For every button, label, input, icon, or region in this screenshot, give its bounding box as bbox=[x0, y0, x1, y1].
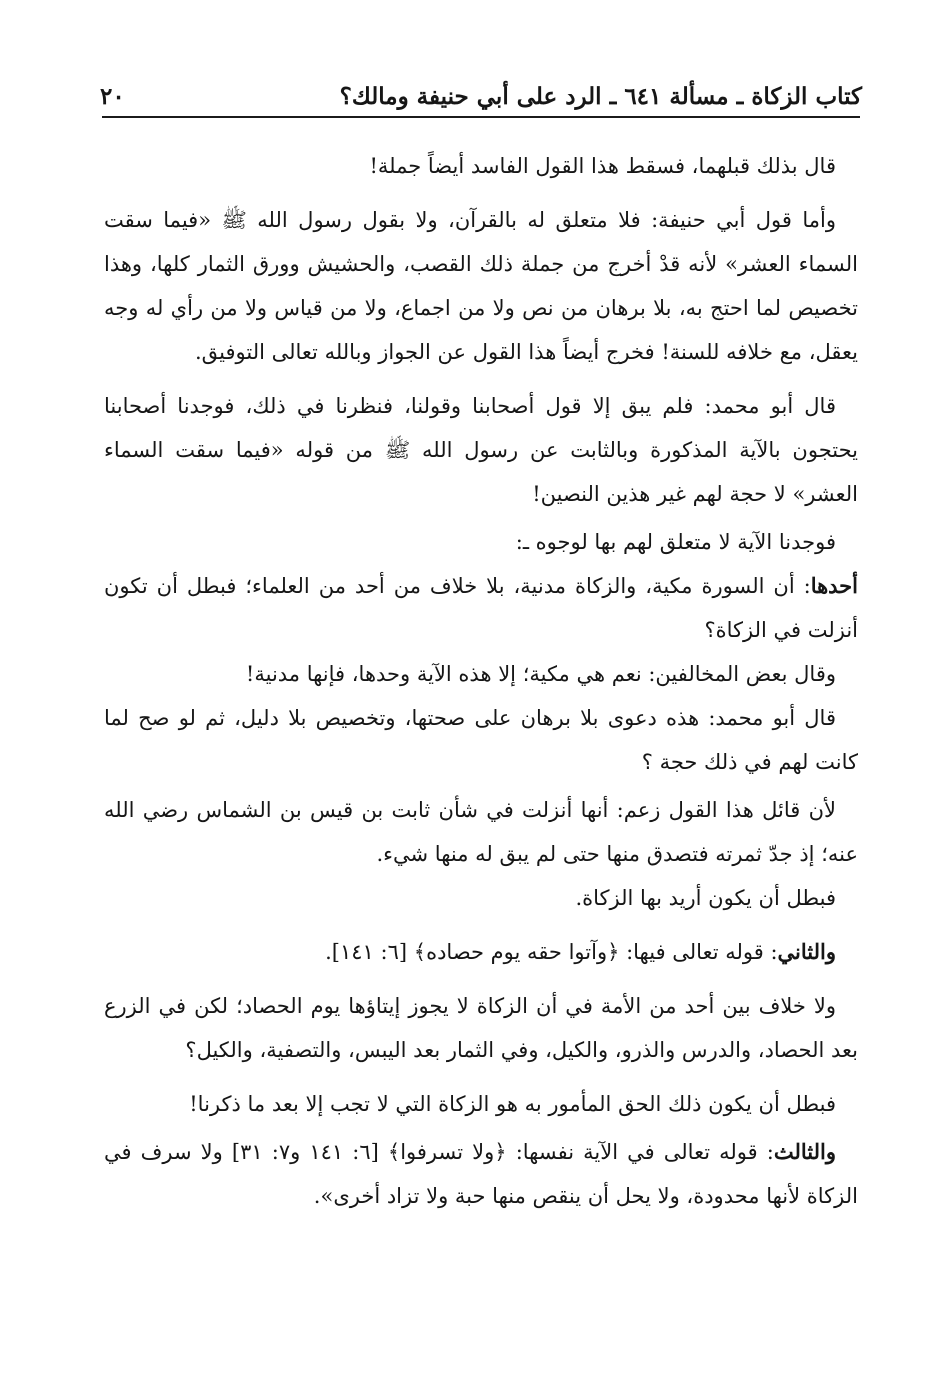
page-number: ٢٠ bbox=[100, 83, 125, 110]
running-title: كتاب الزكاة ـ مسألة ٦٤١ ـ الرد على أبي حنيفة ومالك؟ bbox=[339, 83, 862, 110]
page-header bbox=[100, 66, 862, 110]
paragraph bbox=[104, 930, 858, 974]
paragraph-lead: والثالث bbox=[773, 1139, 836, 1164]
paragraph-text: : أن السورة مكية، والزكاة مدنية، بلا خلاف من أحد من العلماء؛ فبطل أن تكون أنزلت في الزكاة؟ bbox=[104, 574, 858, 642]
paragraph: قال أبو محمد: هذه دعوى بلا برهان على صحتها، وتخصيص بلا دليل، ثم لو صح لما كانت لهم في ذلك حجة ؟ bbox=[104, 706, 858, 774]
paragraph-lead: والثاني bbox=[777, 939, 836, 964]
paragraph bbox=[104, 1130, 858, 1218]
paragraph: فوجدنا الآية لا متعلق لهم بها لوجوه ـ: bbox=[515, 530, 836, 554]
paragraph-lead: أحدها bbox=[810, 573, 858, 598]
header-rule bbox=[102, 116, 860, 118]
paragraph: لأن قائل هذا القول زعم: أنها أنزلت في شأن ثابت بن قيس بن الشماس رضي الله عنه؛ إذ جدّ ثمرته فتصدق منها حتى لم يبق له منها شيء. bbox=[104, 798, 858, 866]
paragraph-text: : قوله تعالى في الآية نفسها: ﴿ولا تسرفوا﴾ [٦: ١٤١ و٧: ٣١] ولا سرف في الزكاة لأنها محدودة، ولا يحل أن ينقص منها حبة ولا تزاد أخرى». bbox=[104, 1140, 858, 1208]
paragraph: ولا خلاف بين أحد من الأمة في أن الزكاة لا يجوز إيتاؤها يوم الحصاد؛ لكن في الزرع بعد الحصاد، والدرس والذرو، والكيل، وفي الثمار بعد اليبس، والتصفية، والكيل؟ bbox=[104, 994, 858, 1062]
paragraph: فبطل أن يكون أريد بها الزكاة. bbox=[575, 886, 836, 910]
paragraph bbox=[104, 564, 858, 652]
paragraph: فبطل أن يكون ذلك الحق المأمور به هو الزكاة التي لا تجب إلا بعد ما ذكرنا! bbox=[189, 1092, 836, 1116]
paragraph: قال أبو محمد: فلم يبق إلا قول أصحابنا وقولنا، فنظرنا في ذلك، فوجدنا أصحابنا يحتجون بالآية المذكورة وبالثابت عن رسول الله ﷺ من قوله «فيما سقت السماء العشر» لا حجة لهم غير هذين النصين! bbox=[104, 394, 858, 506]
paragraph: قال بذلك قبلهما، فسقط هذا القول الفاسد أيضاً جملة! bbox=[369, 154, 836, 178]
page-body bbox=[104, 144, 858, 1218]
paragraph: وقال بعض المخالفين: نعم هي مكية؛ إلا هذه الآية وحدها، فإنها مدنية! bbox=[245, 662, 836, 686]
paragraph-text: : قوله تعالى فيها: ﴿وآتوا حقه يوم حصاده﴾ [٦: ١٤١]. bbox=[325, 940, 778, 964]
paragraph: وأما قول أبي حنيفة: فلا متعلق له بالقرآن، ولا بقول رسول الله ﷺ «فيما سقت السماء العشر» لأنه قدْ أخرج من جملة ذلك القصب، والحشيش وورق الثمار كلها، وهذا تخصيص لما احتج به، بلا برهان من نص ولا من اجماع، ولا من قياس ولا من رأي له وجه يعقل، مع خلافه للسنة! فخرج أيضاً هذا القول عن الجواز وبالله تعالى التوفيق. bbox=[104, 208, 858, 364]
